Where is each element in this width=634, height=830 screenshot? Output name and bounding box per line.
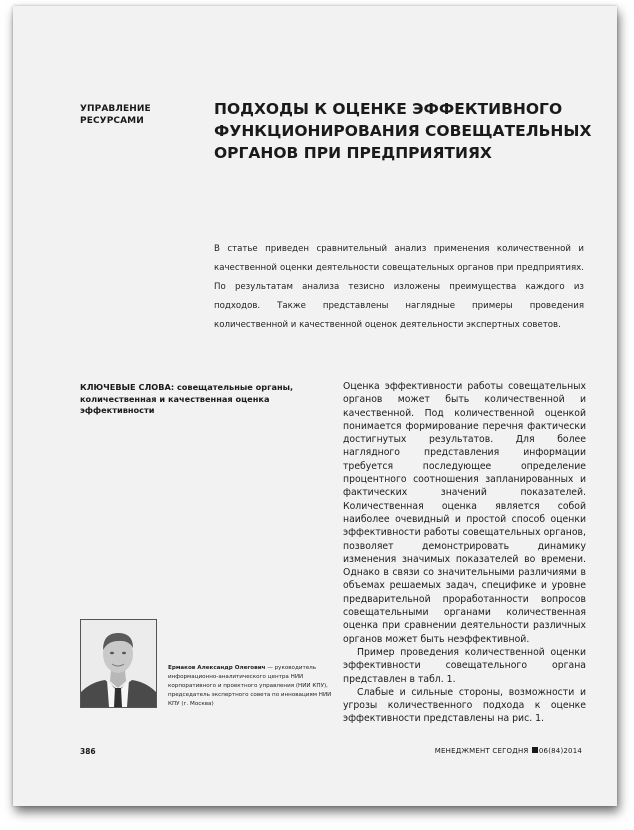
section-label-line: УПРАВЛЕНИЕ: [80, 104, 151, 114]
journal-footer: [435, 747, 582, 755]
square-separator-icon: [532, 747, 538, 753]
author-name: Ермаков Александр Олегович: [168, 665, 266, 671]
article-abstract: В статье приведен сравнительный анализ применения количественной и качественной оценки деятельности совещательных органов при предприятиях. По результатам анализа тезисно изложены преимущества каждого из подходов. Также представлены наглядные примеры проведения количественной и качественной оценок деятельности экспертных советов.: [214, 244, 584, 330]
journal-page: [13, 6, 617, 806]
article-title: [214, 98, 594, 164]
author-info: [168, 664, 340, 709]
author-photo: [80, 619, 157, 708]
page-number: 386: [80, 747, 96, 756]
body-paragraph: Оценка эффективности работы совещательных органов может быть количественной и качественной. Под количественной оценкой понимается формирование перечня фактически достигнутых результатов. Для более наглядного представления информации требуется последующее определение процентного соотношения запланированных и фактических значений показателей. Количественная оценка является собой наиболее очевидный и простой способ оценки эффективности работы совещательных органов, позволяет демонстрировать динамику изменения значимых показателей во времени. Однако в связи со значительными различиями в объемах решаемых задач, специфике и уровне предварительной проработанности вопросов совещательными органами количественная оценка при сравнении деятельности различных органов может быть неэффективной.: [343, 381, 586, 645]
title-line: ФУНКЦИОНИРОВАНИЯ СОВЕЩАТЕЛЬНЫХ: [214, 122, 592, 140]
author-description: — руководитель информационно-аналитического центра НИИ корпоративного и проектного управления (НИИ КПУ), председатель экспертного совета по инновациям НИИ КПУ (г. Москва): [168, 665, 332, 707]
article-body: [343, 380, 586, 726]
body-paragraph: Слабые и сильные стороны, возможности и угрозы количественного подхода к оценке эффективности представлены на рис. 1.: [343, 686, 586, 725]
title-line: ПОДХОДЫ К ОЦЕНКЕ ЭФФЕКТИВНОГО: [214, 100, 563, 118]
section-label-line: РЕСУРСАМИ: [80, 116, 144, 126]
section-label: [80, 103, 151, 127]
author-portrait-image: [81, 620, 156, 707]
body-paragraph: Пример проведения количественной оценки эффективности совещательного органа представлен в табл. 1.: [343, 646, 586, 685]
title-line: ОРГАНОВ ПРИ ПРЕДПРИЯТИЯХ: [214, 144, 492, 162]
journal-issue: 06(84)2014: [538, 747, 582, 755]
keywords: КЛЮЧЕВЫЕ СЛОВА: совещательные органы, количественная и качественная оценка эффективности: [80, 382, 294, 415]
journal-name: МЕНЕДЖМЕНТ СЕГОДНЯ: [434, 747, 529, 755]
